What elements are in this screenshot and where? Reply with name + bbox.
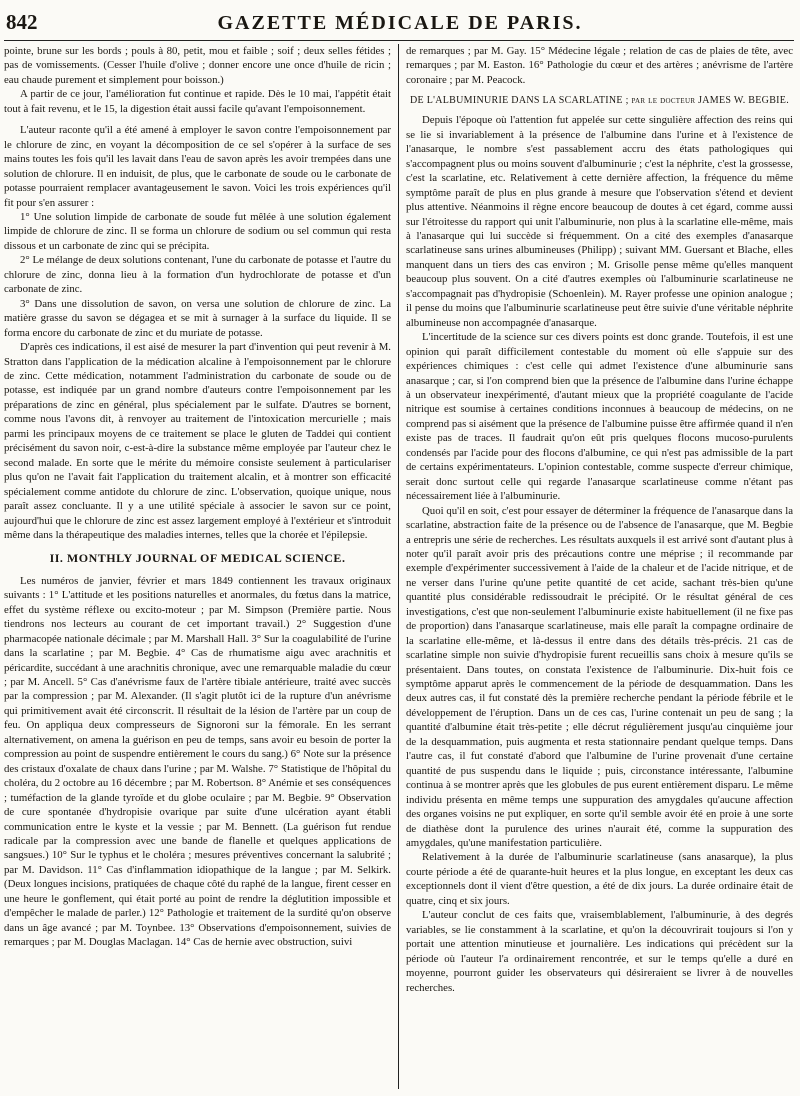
page-number: 842 (6, 10, 38, 34)
text-columns (4, 44, 794, 1089)
paragraph: 1° Une solution limpide de carbonate de soude fut mêlée à une solution également limpide de chlorure de zinc. Il se forma un chlorure de sodium ou sel commun qui resta dissous et un carbonate de zinc qui se précipita. (4, 210, 391, 252)
paragraph: Les numéros de janvier, février et mars 1849 contiennent les travaux originaux suivants : 1° L'attitude et les positions naturelles et anormales, du fœtus dans la matrice, effet du système réflexe ou excito-moteur ; par M. Simpson (Première partie. Nous tiendrons nos lecteurs au courant de cet important travail.) 2° Suggestion d'une pharmacopée nationale décimale ; par M. Marshall Hall. 3° Sur la coagulabilité de l'urine dans la scarlatine ; par M. Begbie. 4° Cas de rhumatisme aigu avec arachnitis et péricardite, succédant à une arachnitis chronique, avec une remarquable maladie du cœur ; par M. Ancell. 5° Cas d'anévrisme faux de l'artère tibiale antérieure, traité avec succès par la compression ; par M. Alexander. (Il s'agit plutôt ici de la rupture d'un anévrisme qui primitivement avait été circonscrit. Il résultait de la lésion de l'artère par un coup de feu. On appliqua deux compresseurs de Signoroni sur la fémorale. En les serrant alternativement, on amena la guérison en peu de temps, sans avoir eu besoin de porter la compression au point de suspendre entièrement le cours du sang.) 6° Note sur la présence des cristaux d'oxalate de chaux dans l'urine ; par M. Walshe. 7° Statistique de l'hôpital du choléra, du 2 octobre au 16 décembre ; par M. Robertson. 8° Anémie et ses conséquences ; tuméfaction de la glande tyroïde et du globe oculaire ; par M. Begbie. 9° Observation de cure spontanée d'hydropisie ovarique par suite d'une ulcération ayant établi communication entre le kyste et la vessie ; par M. Bennett. (La guérison fut rendue radicale par la compression avec une bande de flanelle et quelques applications de sangsues.) 10° Sur le typhus et le choléra ; mesures préventives concernant la salubrité ; par M. Davidson. 11° Cas d'inflammation idiopathique de la langue ; par M. Selkirk. (Deux longues incisions, pratiquées de chaque côté du raphé de la langue, firent cesser en une heure le gonflement, qui était porté au point de rendre la déglutition impossible et d'empêcher le malade de parler.) 12° Pathologie et traitement de la surdité qu'on observe dans un âge avancé ; par M. Toynbee. 13° Observations d'empoisonnement, suivies de remarques ; par M. Douglas Maclagan. 14° Cas de hernie avec obstruction, suivi (4, 574, 391, 949)
paragraph: 2° Le mélange de deux solutions contenant, l'une du carbonate de potasse et l'autre du chlorure de zinc, donna lieu à la formation d'un hydrochlorate de potasse et d'un carbonate de zinc. (4, 254, 391, 296)
paragraph: de remarques ; par M. Gay. 15° Médecine légale ; relation de cas de plaies de tête, avec remarques ; par M. Easton. 16° Pathologie du cœur et des artères ; anévrisme de l'artère coronaire ; par M. Peacock. (406, 45, 793, 86)
section-heading: II. MONTHLY JOURNAL OF MEDICAL SCIENCE. (49, 551, 346, 566)
paragraph: Quoi qu'il en soit, c'est pour essayer de déterminer la fréquence de l'anasarque dans la scarlatine, abstraction faite de la présence ou de l'absence de l'anasarque, que M. Begbie a entrepris une série de recherches. Les résultats auxquels il est arrivé sont d'autant plus à noter qu'il paraît avoir pris des précautions contre une méprise ; il recommande par exemple d'expérimenter successivement à l'aide de la chaleur et de l'acide nitrique, et de ne verser dans l'urine qu'une petite quantité de cet acide, sachant très-bien qu'une quantité plus considérable redissoudrait le précipité. Or le résultat général de ces investigations, c'est que non-seulement l'albuminurie existe habituellement (il ne fixe pas de proportion) dans l'anasarque scarlatineuse, mais elle paraît la compagne ordinaire de la scarlatine elle-même, et là-dessus il entre dans des détails très-précis. 21 cas de scarlatine simple non suivie d'hydropisie furent recueillis sans choix à mesure qu'ils se présentaient. Dans toutes, on constata l'existence de l'albuminurie. Dix-huit fois ce symptôme apparut après le commencement de la période de desquammation. Dans les deux autres cas, il fut constaté dès la première recherche pendant la période fébrile et le développement de l'éruption. Dans un de ces cas, l'urine contenait un peu de sang ; la quantité d'albumine était très-petite ; elle décrut régulièrement jusqu'au cinquième jour de la desquammation, puis augmenta et resta stationnaire pendant quelque temps. Dans l'autre cas, il fut constaté d'abord que l'albumine de l'urine provenait d'une certaine quantité de pus suspendu dans le liquide ; puis, circonstance intéressante, l'albumine continua à se montrer après que les globules de pus eurent entièrement disparu. Le même individu présenta en même temps une suppuration des amygdales qu'aucune affection des organes voisins ne put expliquer, en sorte qu'il semble avoir été en proie à une sorte de diathèse dont la purulence des urines n'aurait été, comme la suppuration des amygdales, qu'une manifestation particulière. (406, 504, 793, 850)
paragraph: A partir de ce jour, l'amélioration fut continue et rapide. Dès le 10 mai, l'appétit était tout à fait revenu, et le 15, la digestion était aussi facile qu'avant l'empoisonnement. (4, 88, 391, 115)
paragraph: Relativement à la durée de l'albuminurie scarlatineuse (sans anasarque), la plus courte période a été de quarante-huit heures et la plus longue, en exceptant les deux cas exceptionnels dont il vient d'être question, a été de dix jours. La durée ordinaire était de quatre, cinq et six jours. (406, 851, 793, 907)
journal-title: GAZETTE MÉDICALE DE PARIS. (217, 12, 583, 34)
paragraph: 3° Dans une dissolution de savon, on versa une solution de chlorure de zinc. La matière grasse du savon se dégagea et se mit à surnager à la surface du liquide. Il se forma encore du carbonate de zinc et du muriate de potasse. (4, 297, 391, 339)
paragraph: L'auteur raconte qu'il a été amené à employer le savon contre l'empoisonnement par le chlorure de zinc, en voyant la décomposition de ce sel s'opérer à la surface de ses mains toutes les fois qu'il les lavait dans l'eau de savon après les avoir trempées dans une solution de chlorure. Il en induisit, de plus, que le carbonate de soude ou le carbonate de potasse pourraient remplacer avantageusement le savon. Voici les trois expériences qu'il fit pour s'en assurer : (4, 124, 391, 209)
page-header (4, 10, 794, 41)
paragraph: D'après ces indications, il est aisé de mesurer la part d'invention qui peut revenir à M. Stratton dans l'application de la médication alcaline à l'empoisonnement par le chlorure de zinc. Cette médication, notamment l'administration du carbonate de soude ou de potasse, est indiquée par un grand nombre d'auteurs contre l'empoisonnement par les préparations de zinc en général, plus spécialement par le sulfate. D'autres se bornent, comme nous l'avons dit, à renvoyer au traitement de l'intoxication mercurielle ; mais parmi les principaux moyens de ce traitement se place le gluten de Taddei qui contient précisément du savon noir, c-est-à-dire la substance même employée par l'auteur chez le second malade. En sorte que le mérite du mémoire consiste seulement à particulariser plus qu'on ne l'avait fait l'application du traitement alcalin, et à montrer son efficacité spécialement comme antidote du chlorure de zinc. L'observation, quoique unique, nous paraît assez concluante. Il y a une utilité spéciale à associer le savon sur ce point, aujourd'hui que le chlorure de zinc est assez largement employé à l'extérieur et s'introduit même dans la thérapeutique des maladies internes, telles que la chorée et l'épilepsie. (4, 341, 391, 541)
paragraph: L'auteur conclut de ces faits que, vraisemblablement, l'albuminurie, à des degrés variables, se lie constamment à la scarlatine, et qu'on la découvrirait toujours si l'on y portait une attention minutieuse et journalière. Les indications qui précèdent sur la période où l'auteur l'a ordinairement rencontrée, et sur le temps qu'elle a duré en moyenne, pourront guider les observateurs qui désireraient se livrer à de nouvelles recherches. (406, 909, 793, 994)
paragraph: pointe, brune sur les bords ; pouls à 80, petit, mou et faible ; soif ; deux selles fétides ; pas de vomissements. (Cesser l'huile d'olive ; donner encore une once d'huile de ricin ; eau chaude purement et simplement pour boisson.) (4, 45, 391, 86)
left-column (4, 44, 397, 1089)
right-column (400, 44, 793, 1089)
paragraph: L'incertitude de la science sur ces divers points est donc grande. Toutefois, il est une opinion qui paraît difficilement contestable du moment où elle s'appuie sur des expériences chimiques : c'est celle qui admet l'existence d'une albuminurie sans anasarque ; car, si l'on comprend bien que la présence de l'albumine dans l'urine échappe à un observateur inexpérimenté, d'autant mieux que la propriété coagulante de l'acide nitrique est soumise à certaines conditions inconnues à beaucoup de médecins, on ne comprend pas si aisément que la présence de l'albumine puisse être affirmée quand il n'en existe pas de traces. Il faudrait qu'on eût pris quelques flocons mucoso-purulents condensés par l'acide pour des flocons d'albumine, ce qui n'est pas admissible de la part de certains expérimentateurs. L'opinion contestable, comme suspecte d'erreur chimique, serait donc surtout celle qui regarde l'anasarque scarlatineuse comme n'étant pas nécessairement liée à l'albuminurie. (406, 331, 793, 503)
article-heading: DE L'ALBUMINURIE DANS LA SCARLATINE ; par le docteur JAMES W. BEGBIE. (409, 95, 790, 107)
paragraph: Depuis l'époque où l'attention fut appelée sur cette singulière affection des reins qui se lie si invariablement à la présence de l'albumine dans l'urine et à l'existence de l'anasarque, le nombre s'est passablement accru des états pathologiques qui s'accompagnent plus ou moins souvent d'albuminurie ; c'est la néphrite, c'est la grossesse, c'est la scarlatine, etc. Relativement à cette dernière affection, la fréquence du même symptôme paraît de plus en plus grande à mesure que l'observation s'étend et devient plus attentive. Néanmoins il règne encore beaucoup de doutes à cet égard, comme aussi sur l'étroitesse du rapport qui unit l'albuminurie, non plus à la scarlatine elle-même, mais à l'anasarque qui lui succède si fréquemment. On a cité des exemples d'anasarque scarlatineuse sans urines albumineuses (Philipp) ; suivant MM. Guersant et Blache, elles manquent dans un tiers des cas environ ; M. Grisolle pense même qu'elles manquent beaucoup plus souvent. On a cité d'autres exemples où l'albuminurie scarlatineuse ne s'accompagnait pas d'hydropisie (Schoenlein). M. Rayer professe une opinion analogue ; il pense du moins que l'albuminurie scarlatineuse peut être suivie d'une véritable néphrite albumineuse non accompagnée d'anasarque. (406, 114, 793, 329)
column-divider (398, 44, 399, 1089)
